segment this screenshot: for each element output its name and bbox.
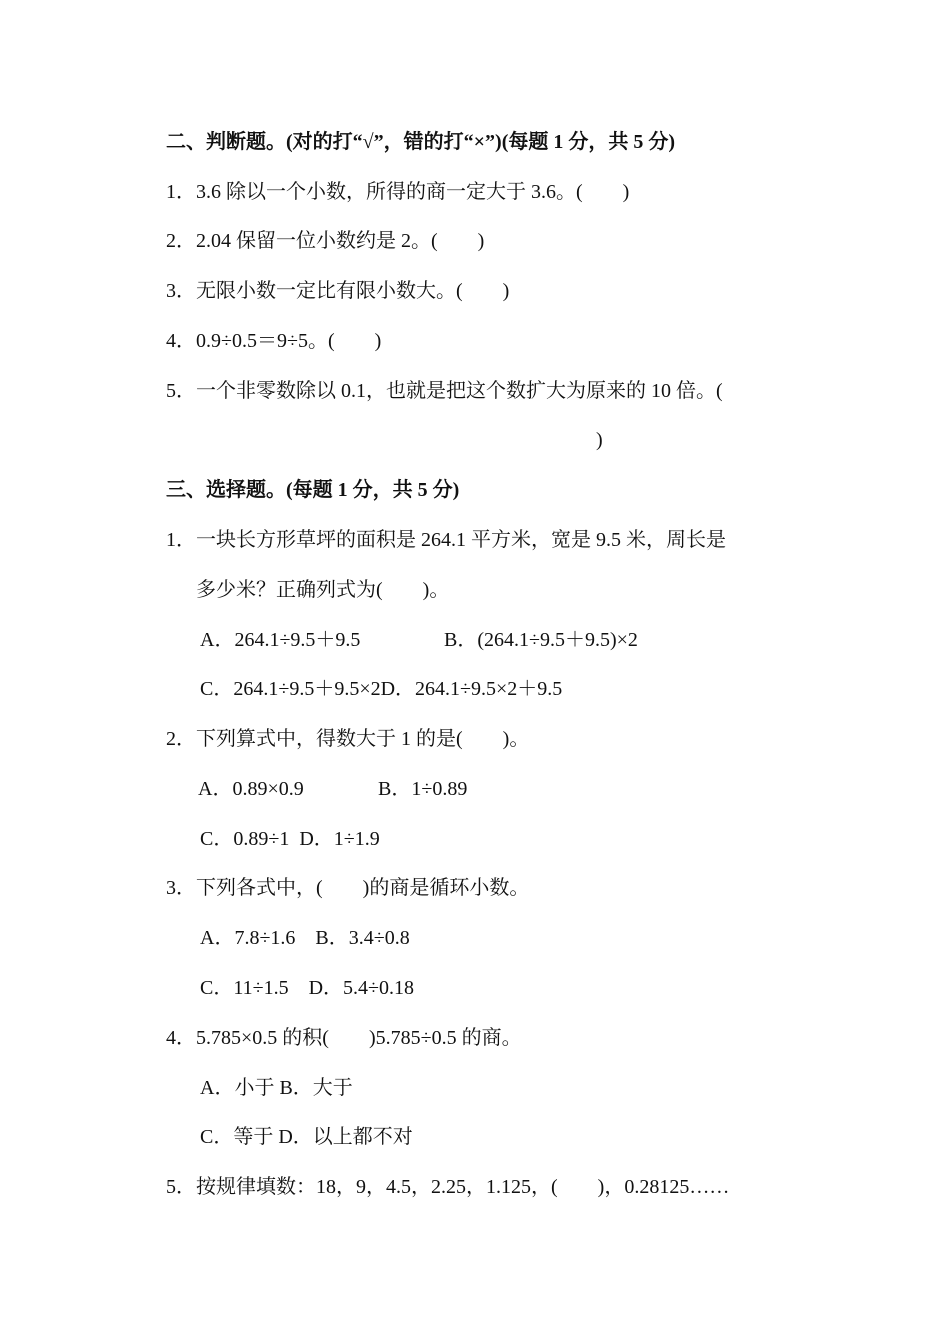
choice-q2-option-a: A．0.89×0.9 <box>198 778 304 800</box>
choice-q1-option-b: B．(264.1÷9.5＋9.5)×2 <box>444 629 638 651</box>
judgment-item-4: 4．0.9÷0.5＝9÷5。( ) <box>166 330 382 352</box>
section-title-choice: 三、选择题。(每题 1 分，共 5 分) <box>166 479 460 501</box>
judgment-item-5-close-paren: ) <box>596 429 603 451</box>
choice-q2-option-cd: C．0.89÷1 D．1÷1.9 <box>200 828 380 850</box>
choice-q1-line1: 1．一块长方形草坪的面积是 264.1 平方米，宽是 9.5 米，周长是 <box>166 529 726 551</box>
choice-q3-option-cd: C．11÷1.5 D．5.4÷0.18 <box>200 977 414 999</box>
choice-q1-option-a: A．264.1÷9.5＋9.5 <box>200 629 361 651</box>
choice-q4-option-ab: A．小于 B．大于 <box>200 1077 353 1099</box>
choice-q4-option-cd: C．等于 D．以上都不对 <box>200 1126 413 1148</box>
judgment-item-5: 5．一个非零数除以 0.1，也就是把这个数扩大为原来的 10 倍。( <box>166 380 723 402</box>
choice-q2-stem: 2．下列算式中，得数大于 1 的是( )。 <box>166 728 530 750</box>
judgment-item-2: 2．2.04 保留一位小数约是 2。( ) <box>166 230 485 252</box>
choice-q4-stem: 4．5.785×0.5 的积( )5.785÷0.5 的商。 <box>166 1027 522 1049</box>
choice-q3-stem: 3．下列各式中，( )的商是循环小数。 <box>166 877 530 899</box>
choice-q5-stem: 5．按规律填数：18，9，4.5，2.25，1.125，( )，0.28125…… <box>166 1176 730 1198</box>
judgment-item-3: 3．无限小数一定比有限小数大。( ) <box>166 280 510 302</box>
choice-q1-option-cd: C．264.1÷9.5＋9.5×2D．264.1÷9.5×2＋9.5 <box>200 678 563 700</box>
choice-q1-line2: 多少米？正确列式为( )。 <box>196 579 450 601</box>
choice-q2-option-b: B．1÷0.89 <box>378 778 468 800</box>
section-title-judgment: 二、判断题。(对的打“√”，错的打“×”)(每题 1 分，共 5 分) <box>166 131 676 153</box>
choice-q3-option-ab: A．7.8÷1.6 B．3.4÷0.8 <box>200 927 410 949</box>
judgment-item-1: 1．3.6 除以一个小数，所得的商一定大于 3.6。( ) <box>166 181 630 203</box>
